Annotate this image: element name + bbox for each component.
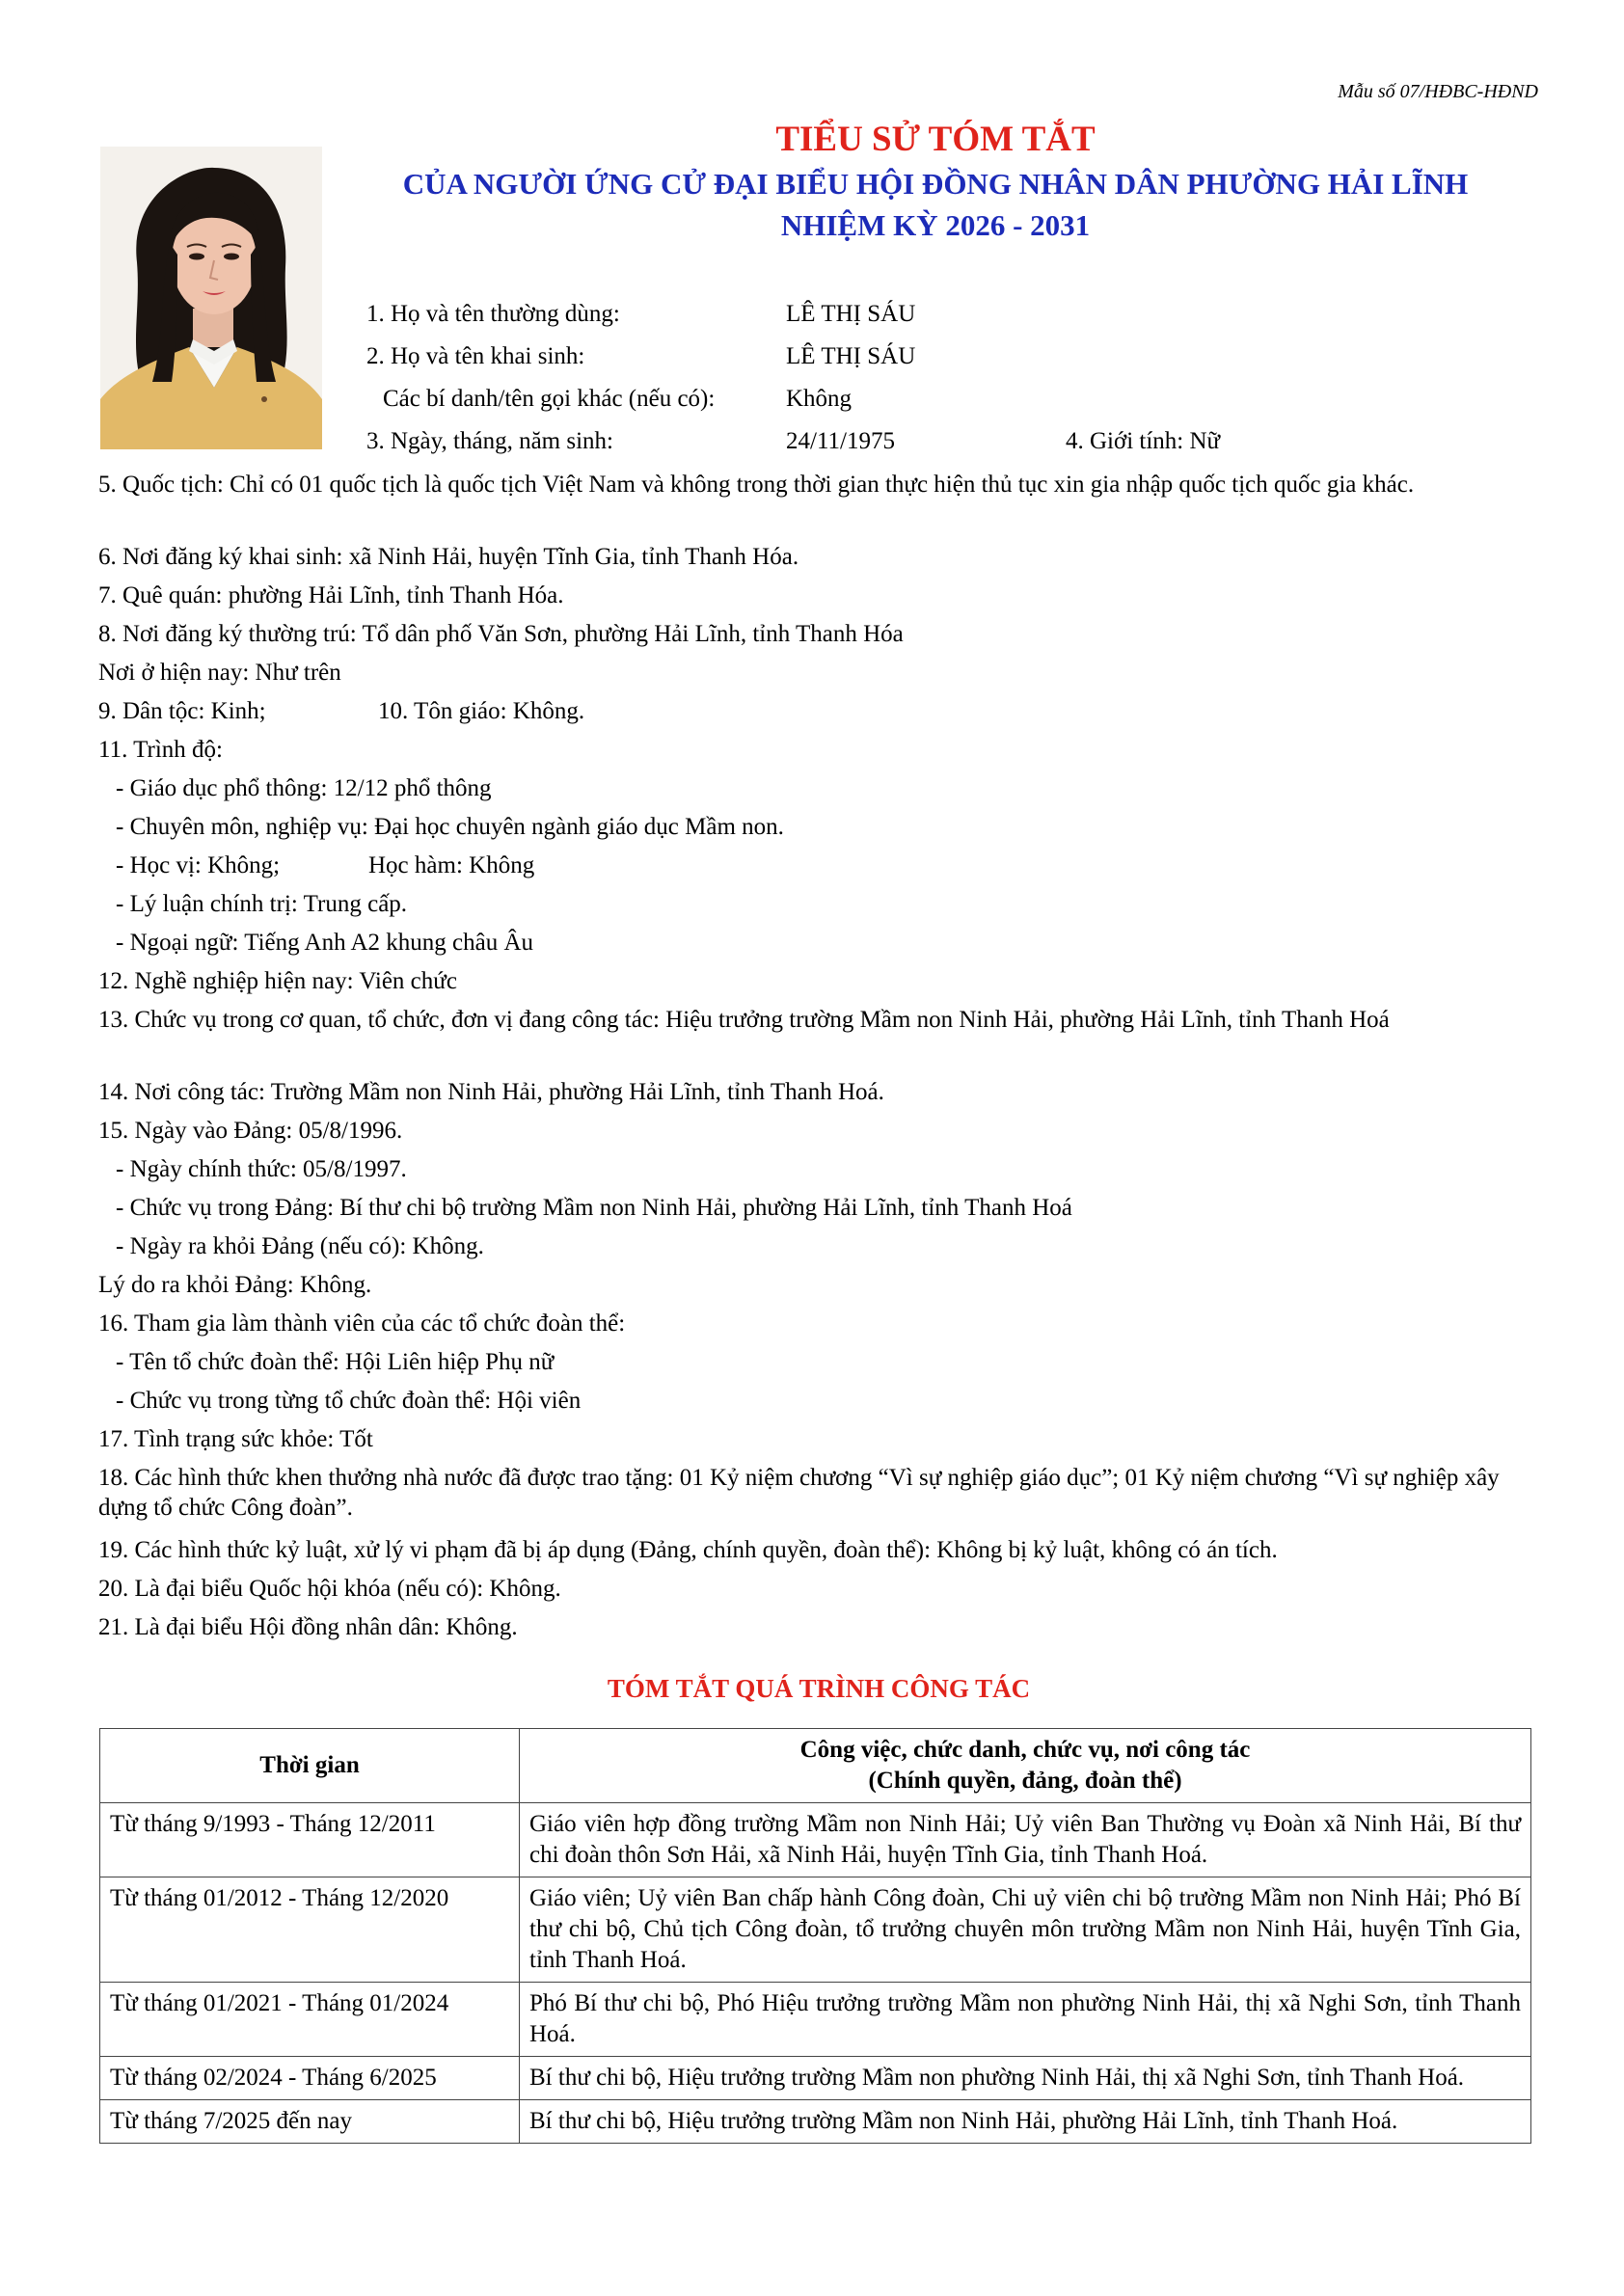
work-column-header-line-2: (Chính quyền, đảng, đoàn thể) [868,1768,1182,1794]
time-cell: Từ tháng 02/2024 - Tháng 6/2025 [100,2057,520,2100]
work-column-header-line-1: Công việc, chức danh, chức vụ, nơi công tác [799,1737,1251,1763]
political-theory-line: - Lý luận chính trị: Trung cấp. [116,891,408,917]
table-row [100,2057,1531,2100]
general-education-line: - Giáo dục phổ thông: 12/12 phổ thông [116,775,492,801]
portrait-photo [100,147,322,449]
national-assembly-line: 20. Là đại biểu Quốc hội khóa (nếu có): Không. [98,1576,561,1602]
foreign-language-line: - Ngoại ngữ: Tiếng Anh A2 khung châu Âu [116,930,533,956]
gender-field: 4. Giới tính: Nữ [1066,428,1221,454]
work-history-table [99,1728,1531,2144]
time-column-header: Thời gian [100,1729,520,1803]
form-code: Mẫu số 07/HĐBC-HĐND [1338,81,1538,102]
document-title: TIỂU SỬ TÓM TẮT [775,120,1096,159]
birth-registration-line: 6. Nơi đăng ký khai sinh: xã Ninh Hải, huyện Tĩnh Gia, tỉnh Thanh Hóa. [98,544,799,570]
portrait-image [100,147,322,449]
aliases-label: Các bí danh/tên gọi khác (nếu có): [383,386,716,412]
awards-line: 18. Các hình thức khen thưởng nhà nước đã được trao tặng: 01 Kỷ niệm chương “Vì sự nghiệp giáo dục”; 01 Kỷ niệm chương “Vì sự nghiệp xây dựng tổ chức Công đoàn”. [98,1465,1500,1521]
birth-name-label: 2. Họ và tên khai sinh: [366,343,585,369]
work-cell: Bí thư chi bộ, Hiệu trưởng trường Mầm non Ninh Hải, phường Hải Lĩnh, tỉnh Thanh Hoá. [520,2100,1531,2144]
party-leave-reason-line: Lý do ra khỏi Đảng: Không. [98,1272,372,1298]
work-cell: Giáo viên; Uỷ viên Ban chấp hành Công đoàn, Chi uỷ viên chi bộ trường Mầm non Ninh Hải; Phó Bí thư chi bộ, Chủ tịch Công đoàn, tổ trưởng chuyên môn trường Mầm non Ninh Hải, huyện Tĩnh Gia, tỉnh Thanh Hoá. [520,1877,1531,1983]
time-cell: Từ tháng 7/2025 đến nay [100,2100,520,2144]
position-line: 13. Chức vụ trong cơ quan, tổ chức, đơn vị đang công tác: Hiệu trưởng trường Mầm non Ninh Hải, phường Hải Lĩnh, tỉnh Thanh Hoá [98,1007,1390,1033]
document-subtitle: CỦA NGƯỜI ỨNG CỬ ĐẠI BIỂU HỘI ĐỒNG NHÂN DÂN PHƯỜNG HẢI LĨNH [402,167,1469,201]
table-header-row [100,1729,1531,1803]
term-subtitle: NHIỆM KỲ 2026 - 2031 [780,208,1091,242]
organization-position-line: - Chức vụ trong từng tổ chức đoàn thể: Hội viên [116,1388,582,1414]
party-position-line: - Chức vụ trong Đảng: Bí thư chi bộ trường Mầm non Ninh Hải, phường Hải Lĩnh, tỉnh Thanh Hoá [116,1195,1072,1221]
work-cell: Giáo viên hợp đồng trường Mầm non Ninh Hải; Uỷ viên Ban Thường vụ Đoàn xã Ninh Hải, Bí thư chi đoàn thôn Sơn Hải, xã Ninh Hải, huyện Tĩnh Gia, tỉnh Thanh Hoá. [520,1803,1531,1877]
table-row [100,2100,1531,2144]
common-name-label: 1. Họ và tên thường dùng: [366,301,620,327]
work-cell: Bí thư chi bộ, Hiệu trưởng trường Mầm non phường Ninh Hải, thị xã Nghi Sơn, tỉnh Thanh Hoá. [520,2057,1531,2100]
table-row [100,1803,1531,1877]
people-council-line: 21. Là đại biểu Hội đồng nhân dân: Không. [98,1614,518,1640]
common-name-value: LÊ THỊ SÁU [786,301,916,327]
hometown-line: 7. Quê quán: phường Hải Lĩnh, tỉnh Thanh Hóa. [98,582,564,608]
dob-value: 24/11/1975 [786,428,895,454]
permanent-residence-line: 8. Nơi đăng ký thường trú: Tổ dân phố Văn Sơn, phường Hải Lĩnh, tỉnh Thanh Hóa [98,621,904,647]
health-line: 17. Tình trạng sức khỏe: Tốt [98,1426,373,1452]
current-residence-line: Nơi ở hiện nay: Như trên [98,660,341,686]
occupation-line: 12. Nghề nghiệp hiện nay: Viên chức [98,968,457,994]
table-row [100,1877,1531,1983]
party-leave-date-line: - Ngày ra khỏi Đảng (nếu có): Không. [116,1233,484,1259]
specialization-line: - Chuyên môn, nghiệp vụ: Đại học chuyên ngành giáo dục Mầm non. [116,814,784,840]
workplace-line: 14. Nơi công tác: Trường Mầm non Ninh Hải, phường Hải Lĩnh, tỉnh Thanh Hoá. [98,1079,884,1105]
work-cell: Phó Bí thư chi bộ, Phó Hiệu trưởng trường Mầm non phường Ninh Hải, thị xã Nghi Sơn, tỉnh Thanh Hoá. [520,1983,1531,2057]
nationality-line: 5. Quốc tịch: Chỉ có 01 quốc tịch là quốc tịch Việt Nam và không trong thời gian thực hiện thủ tục xin gia nhập quốc tịch quốc gia khác. [98,472,1415,498]
party-official-date-line: - Ngày chính thức: 05/8/1997. [116,1156,407,1182]
time-cell: Từ tháng 01/2012 - Tháng 12/2020 [100,1877,520,1983]
table-row [100,1983,1531,2057]
academic-title-line: Học hàm: Không [368,852,535,878]
ethnicity-line: 9. Dân tộc: Kinh; [98,698,266,724]
education-heading: 11. Trình độ: [98,737,223,763]
organization-name-line: - Tên tổ chức đoàn thể: Hội Liên hiệp Phụ nữ [116,1349,555,1375]
organizations-heading: 16. Tham gia làm thành viên của các tổ chức đoàn thể: [98,1310,626,1337]
degree-line: - Học vị: Không; [116,852,281,878]
discipline-line: 19. Các hình thức kỷ luật, xử lý vi phạm đã bị áp dụng (Đảng, chính quyền, đoàn thể): Không bị kỷ luật, không có án tích. [98,1537,1278,1563]
party-join-date-line: 15. Ngày vào Đảng: 05/8/1996. [98,1118,403,1144]
time-cell: Từ tháng 9/1993 - Tháng 12/2011 [100,1803,520,1877]
time-cell: Từ tháng 01/2021 - Tháng 01/2024 [100,1983,520,2057]
aliases-value: Không [786,386,853,412]
document-heading [357,118,1514,246]
work-column-header [520,1729,1531,1803]
religion-line: 10. Tôn giáo: Không. [378,698,585,724]
work-history-title: TÓM TẮT QUÁ TRÌNH CÔNG TÁC [607,1674,1031,1703]
birth-name-value: LÊ THỊ SÁU [786,343,916,369]
dob-label: 3. Ngày, tháng, năm sinh: [366,428,613,454]
